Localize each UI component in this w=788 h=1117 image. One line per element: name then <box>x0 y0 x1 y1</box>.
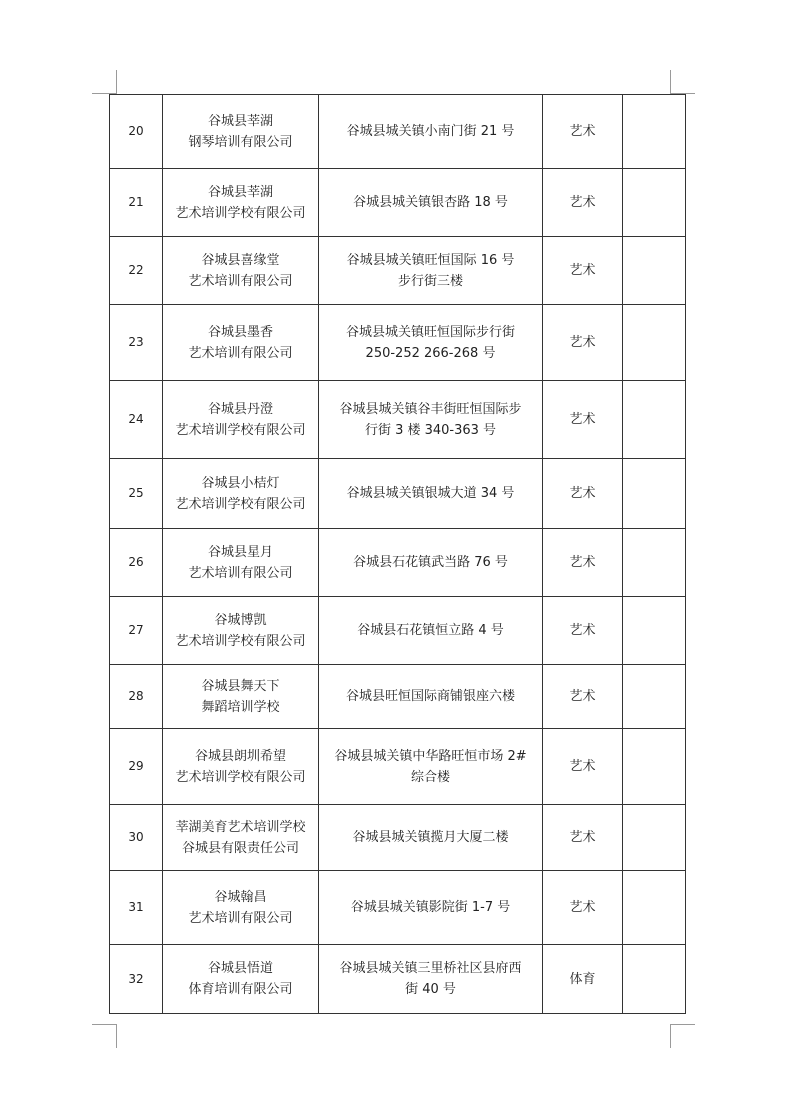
row-number: 23 <box>128 335 144 349</box>
category-cell <box>543 169 623 237</box>
address-cell <box>319 597 543 665</box>
category-label: 艺术 <box>569 263 596 278</box>
institution-name-line: 艺术培训学校有限公司 <box>175 205 306 221</box>
institution-name-cell <box>163 871 319 945</box>
address-cell <box>319 805 543 871</box>
table-row <box>110 871 686 945</box>
table-row <box>110 597 686 665</box>
category-label: 艺术 <box>569 555 596 570</box>
row-number: 29 <box>128 759 144 773</box>
institution-name-line: 艺术培训有限公司 <box>188 910 293 926</box>
row-number: 31 <box>128 900 144 914</box>
address-line: 谷城县城关镇揽月大厦二楼 <box>352 830 509 845</box>
institution-name-cell <box>163 805 319 871</box>
row-number: 28 <box>128 689 144 703</box>
address-line: 谷城县城关镇小南门街 21 号 <box>346 124 515 139</box>
table-row <box>110 945 686 1014</box>
institution-name-line: 艺术培训学校有限公司 <box>175 769 306 785</box>
row-number-cell <box>110 237 163 305</box>
table-row <box>110 665 686 729</box>
institution-name-line: 谷城博凯 <box>214 612 267 628</box>
address-line: 谷城县城关镇银杏路 18 号 <box>353 195 508 210</box>
address-line: 谷城县石花镇恒立路 4 号 <box>357 623 504 638</box>
remark-cell <box>623 871 686 945</box>
row-number: 20 <box>128 124 144 138</box>
address-cell <box>319 95 543 169</box>
row-number-cell <box>110 597 163 665</box>
category-cell <box>543 529 623 597</box>
institution-name-cell <box>163 459 319 529</box>
row-number-cell <box>110 665 163 729</box>
crop-mark-top-left-v <box>116 70 117 94</box>
address-cell <box>319 871 543 945</box>
institution-name-line: 艺术培训有限公司 <box>188 345 293 361</box>
address-line: 街 40 号 <box>405 982 456 997</box>
category-cell <box>543 665 623 729</box>
institution-name-cell <box>163 597 319 665</box>
crop-mark-top-right-v <box>670 70 671 94</box>
category-cell <box>543 597 623 665</box>
remark-cell <box>623 665 686 729</box>
table-body <box>110 95 686 1014</box>
table-row <box>110 529 686 597</box>
remark-cell <box>623 381 686 459</box>
category-label: 艺术 <box>569 830 596 845</box>
institution-name-line: 艺术培训学校有限公司 <box>175 633 306 649</box>
row-number-cell <box>110 381 163 459</box>
crop-mark-bottom-left-h <box>92 1024 116 1025</box>
institution-name-cell <box>163 95 319 169</box>
institution-name-line: 谷城县小桔灯 <box>201 475 280 491</box>
category-label: 艺术 <box>569 335 596 350</box>
address-cell <box>319 237 543 305</box>
category-cell <box>543 237 623 305</box>
address-line: 谷城县城关镇旺恒国际步行街 <box>345 324 515 340</box>
remark-cell <box>623 945 686 1014</box>
remark-cell <box>623 597 686 665</box>
row-number: 24 <box>128 412 144 426</box>
address-cell <box>319 665 543 729</box>
institution-name-line: 谷城县星月 <box>207 544 273 560</box>
category-label: 艺术 <box>569 195 596 210</box>
table-row <box>110 381 686 459</box>
address-cell <box>319 305 543 381</box>
address-line: 谷城县城关镇三里桥社区县府西 <box>339 961 522 976</box>
category-cell <box>543 871 623 945</box>
institution-name-cell <box>163 729 319 805</box>
category-label: 艺术 <box>569 900 596 915</box>
remark-cell <box>623 459 686 529</box>
remark-cell <box>623 95 686 169</box>
institution-name-cell <box>163 237 319 305</box>
category-cell <box>543 459 623 529</box>
institution-name-line: 莘湖美育艺术培训学校 <box>175 819 306 835</box>
table-row <box>110 805 686 871</box>
row-number-cell <box>110 459 163 529</box>
address-line: 谷城县石花镇武当路 76 号 <box>353 555 508 570</box>
crop-mark-bottom-right-h <box>671 1024 695 1025</box>
address-line: 250-252 266-268 号 <box>365 345 496 361</box>
category-cell <box>543 945 623 1014</box>
address-line: 谷城县城关镇谷丰街旺恒国际步 <box>339 401 522 417</box>
row-number: 21 <box>128 195 144 209</box>
institution-name-line: 舞蹈培训学校 <box>201 699 280 715</box>
row-number-cell <box>110 729 163 805</box>
institution-name-line: 艺术培训有限公司 <box>188 273 293 289</box>
address-cell <box>319 529 543 597</box>
address-cell <box>319 729 543 805</box>
row-number: 26 <box>128 555 144 569</box>
category-label: 体育 <box>569 971 596 987</box>
address-line: 谷城县城关镇银城大道 34 号 <box>346 486 515 501</box>
address-line: 步行街三楼 <box>397 273 463 289</box>
address-line: 谷城县城关镇旺恒国际 16 号 <box>346 252 515 268</box>
institution-name-cell <box>163 945 319 1014</box>
institution-name-cell <box>163 381 319 459</box>
table-row <box>110 305 686 381</box>
institution-name-line: 谷城县悟道 <box>207 961 273 976</box>
row-number-cell <box>110 305 163 381</box>
institution-name-cell <box>163 169 319 237</box>
address-cell <box>319 945 543 1014</box>
row-number-cell <box>110 871 163 945</box>
remark-cell <box>623 169 686 237</box>
table-row <box>110 237 686 305</box>
row-number-cell <box>110 95 163 169</box>
institution-name-line: 谷城县朗圳希望 <box>194 748 286 764</box>
crop-mark-bottom-right-v <box>670 1024 671 1048</box>
remark-cell <box>623 305 686 381</box>
category-label: 艺术 <box>569 124 596 139</box>
institution-name-line: 谷城县舞天下 <box>201 678 280 694</box>
category-cell <box>543 729 623 805</box>
row-number-cell <box>110 169 163 237</box>
institution-name-line: 谷城翰昌 <box>214 889 267 905</box>
address-cell <box>319 169 543 237</box>
category-cell <box>543 805 623 871</box>
table-row <box>110 729 686 805</box>
remark-cell <box>623 529 686 597</box>
institution-name-cell <box>163 305 319 381</box>
address-line: 谷城县城关镇影院街 1-7 号 <box>350 900 511 915</box>
table-row <box>110 459 686 529</box>
row-number: 27 <box>128 623 144 637</box>
institution-name-line: 艺术培训学校有限公司 <box>175 496 306 512</box>
row-number: 30 <box>128 830 144 844</box>
category-label: 艺术 <box>569 412 596 427</box>
address-cell <box>319 381 543 459</box>
remark-cell <box>623 805 686 871</box>
category-cell <box>543 381 623 459</box>
institution-name-line: 艺术培训学校有限公司 <box>175 422 306 438</box>
remark-cell <box>623 729 686 805</box>
row-number: 22 <box>128 263 144 277</box>
institution-name-line: 谷城县喜缘堂 <box>201 252 280 268</box>
institution-name-line: 艺术培训有限公司 <box>188 565 293 581</box>
category-label: 艺术 <box>569 486 596 501</box>
table-row <box>110 169 686 237</box>
category-cell <box>543 305 623 381</box>
institution-name-line: 体育培训有限公司 <box>188 982 293 997</box>
row-number-cell <box>110 805 163 871</box>
address-line: 谷城县城关镇中华路旺恒市场 2# <box>334 748 527 764</box>
institution-name-cell <box>163 665 319 729</box>
institution-name-cell <box>163 529 319 597</box>
address-cell <box>319 459 543 529</box>
institution-name-line: 谷城县墨香 <box>207 324 273 340</box>
crop-mark-bottom-left-v <box>116 1024 117 1048</box>
institution-name-line: 谷城县莘湖 <box>207 184 273 200</box>
remark-cell <box>623 237 686 305</box>
address-line: 行街 3 楼 340-363 号 <box>364 422 497 438</box>
row-number: 25 <box>128 486 144 500</box>
institution-name-line: 谷城县有限责任公司 <box>181 840 299 856</box>
category-cell <box>543 95 623 169</box>
category-label: 艺术 <box>569 689 596 704</box>
category-label: 艺术 <box>569 759 596 774</box>
row-number-cell <box>110 529 163 597</box>
institution-name-line: 谷城县莘湖 <box>207 113 273 129</box>
row-number-cell <box>110 945 163 1014</box>
institution-name-line: 钢琴培训有限公司 <box>188 134 293 150</box>
table-row <box>110 95 686 169</box>
row-number: 32 <box>128 971 144 986</box>
address-line: 综合楼 <box>410 769 450 785</box>
institution-name-line: 谷城县丹澄 <box>207 401 273 417</box>
category-label: 艺术 <box>569 623 596 638</box>
address-line: 谷城县旺恒国际商铺银座六楼 <box>345 689 515 704</box>
institution-table <box>109 94 686 1014</box>
